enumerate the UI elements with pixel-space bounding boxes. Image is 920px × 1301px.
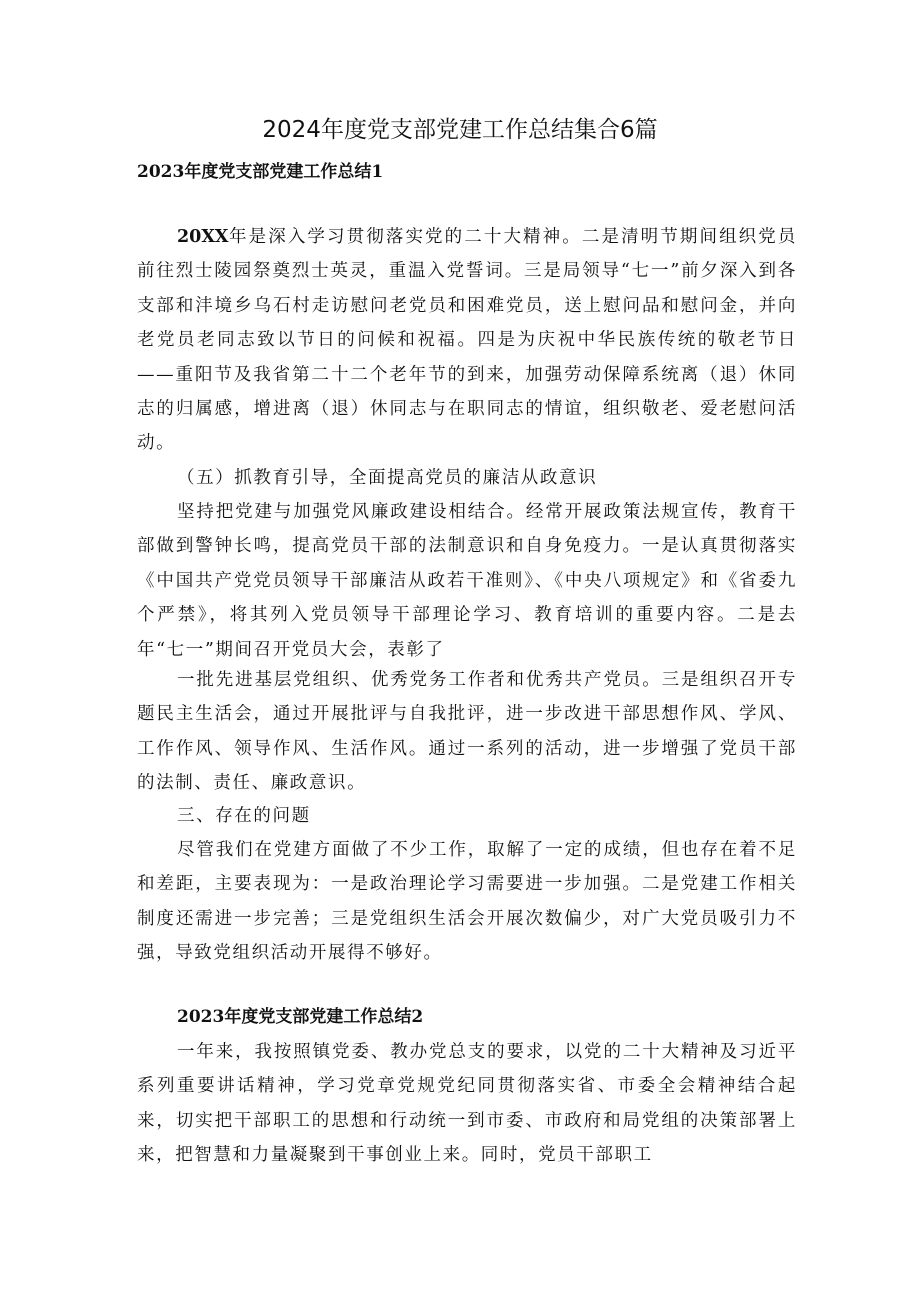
section-heading-2: 2023年度党支部党建工作总结2 <box>177 1007 424 1027</box>
section1-paragraph-4: 尽管我们在党建方面做了不少工作，取解了一定的成绩，但也存在着不足和差距，主要表现为：一是政治理论学习需要进一步加强。二是党建工作相关制度还需进一步完善；三是党组织生活会开展次数偏少，对广大党员吸引力不强，导致党组织活动开展得不够好。 <box>137 840 797 964</box>
section-heading-1: 2023年度党支部党建工作总结1 <box>137 162 384 182</box>
section2-paragraph-1: 一年来，我按照镇党委、教办党总支的要求，以党的二十大精神及习近平系列重要讲话精神，学习党章党规党纪同贯彻落实省、市委全会精神结合起来，切实把干部职工的思想和行动统一到市委、市政府和局党组的决策部署上来，把智慧和力量凝聚到干事创业上来。同时，党员干部职工 <box>137 1042 797 1166</box>
subheading-education: （五）抓教育引导，全面提高党员的廉洁从政意识 <box>177 468 598 488</box>
year-lead: 20XX <box>177 227 229 247</box>
section1-paragraph-3: 一批先进基层党组织、优秀党务工作者和优秀共产党员。三是组织召开专题民主生活会，通过开展批评与自我批评，进一步改进干部思想作风、学风、工作作风、领导作风、生活作风。通过一系列的活动，进一步增强了党员干部的法制、责任、廉政意识。 <box>137 670 797 794</box>
section1-paragraph-2: 坚持把党建与加强党风廉政建设相结合。经常开展政策法规宣传，教育干部做到警钟长鸣，提高党员干部的法制意识和自身免疫力。一是认真贯彻落实《中国共产党党员领导干部廉洁从政若干准则》、《中央八项规定》和《省委九个严禁》，将其列入党员领导干部理论学习、教育培训的重要内容。二是去年“七一”期间召开党员大会，表彰了 <box>137 502 797 660</box>
document-title: 2024年度党支部党建工作总结集合6篇 <box>262 117 658 143</box>
section1-paragraph-1 <box>137 220 797 461</box>
section1-paragraph-1-text: 年是深入学习贯彻落实党的二十大精神。二是清明节期间组织党员前往烈士陵园祭奠烈士英灵，重温入党誓词。三是局领导“七一”前夕深入到各支部和沣境乡乌石村走访慰问老党员和困难党员，送上慰问品和慰问金，并向老党员老同志致以节日的问候和祝福。四是为庆祝中华民族传统的敬老节日——重阳节及我省第二十二个老年节的到来，加强劳动保障系统离（退）休同志的归属感，增进离（退）休同志与在职同志的情谊，组织敬老、爱老慰问活动。 <box>137 227 797 454</box>
subheading-problems: 三、存在的问题 <box>177 806 311 826</box>
